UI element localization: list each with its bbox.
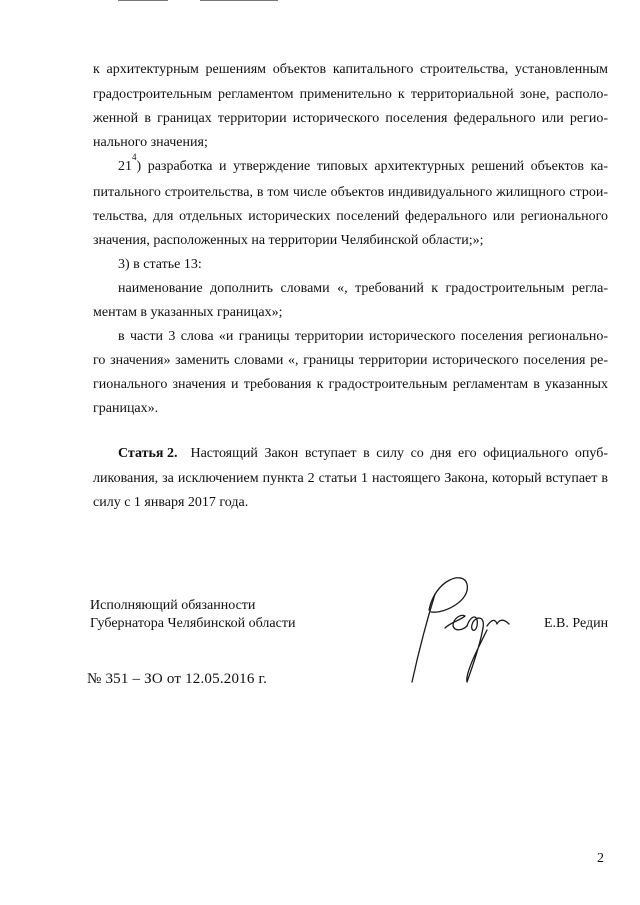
body-line: тельства, для отдельных исторических поселений федерального или регионального — [93, 209, 608, 224]
page-number: 2 — [597, 851, 604, 866]
signatory-name: Е.В. Редин — [544, 616, 609, 631]
body-line: границах». — [93, 401, 159, 416]
body-line: к архитектурным решениям объектов капитального строительства, установленным — [93, 62, 608, 77]
body-line: силу с 1 января 2017 года. — [93, 495, 249, 510]
handwritten-signature — [405, 570, 530, 690]
body-line: женной в границах территории исторического поселения федерального или регио- — [93, 111, 608, 126]
body-line: ликования, за исключением пункта 2 статьи 1 настоящего Закона, который вступает в — [93, 471, 608, 486]
signatory-title-line-1: Исполняющий обязанности — [90, 598, 256, 613]
body-line: питального строительства, в том числе объектов индивидуального жилищного строи- — [93, 185, 608, 200]
body-line: в части 3 слова «и границы территории исторического поселения регионально- — [118, 329, 608, 344]
item-superscript: 4 — [132, 152, 137, 162]
signatory-title-line-2: Губернатора Челябинской области — [90, 616, 296, 631]
body-line: нального значения; — [93, 135, 208, 150]
article-2-label: Статья 2. — [118, 446, 178, 461]
article-2-first-line — [118, 445, 608, 463]
body-line-item-21-4 — [118, 152, 608, 176]
body-line: ) разработка и утверждение типовых архитектурных решений объектов ка- — [136, 159, 608, 174]
body-line: Настоящий Закон вступает в силу со дня его официального опуб- — [190, 446, 608, 461]
top-rule-right — [200, 0, 278, 1]
body-line: градостроительным регламентом применительно к территориальной зоне, располо- — [93, 87, 608, 102]
top-rule-left — [118, 0, 168, 1]
body-line: го значения» заменить словами «, границы территории исторического поселения ре- — [93, 353, 608, 368]
body-line: 3) в статье 13: — [118, 257, 202, 272]
body-line: ментам в указанных границах»; — [93, 305, 283, 320]
body-line: гионального значения и требования к градостроительным регламентам в указанных — [93, 377, 608, 392]
item-number: 21 — [118, 159, 132, 174]
registration-number: № 351 – ЗО от 12.05.2016 г. — [87, 671, 268, 687]
body-line: наименование дополнить словами «, требований к градостроительным регла- — [118, 281, 608, 296]
body-line: значения, расположенных на территории Челябинской области;»; — [93, 233, 484, 248]
